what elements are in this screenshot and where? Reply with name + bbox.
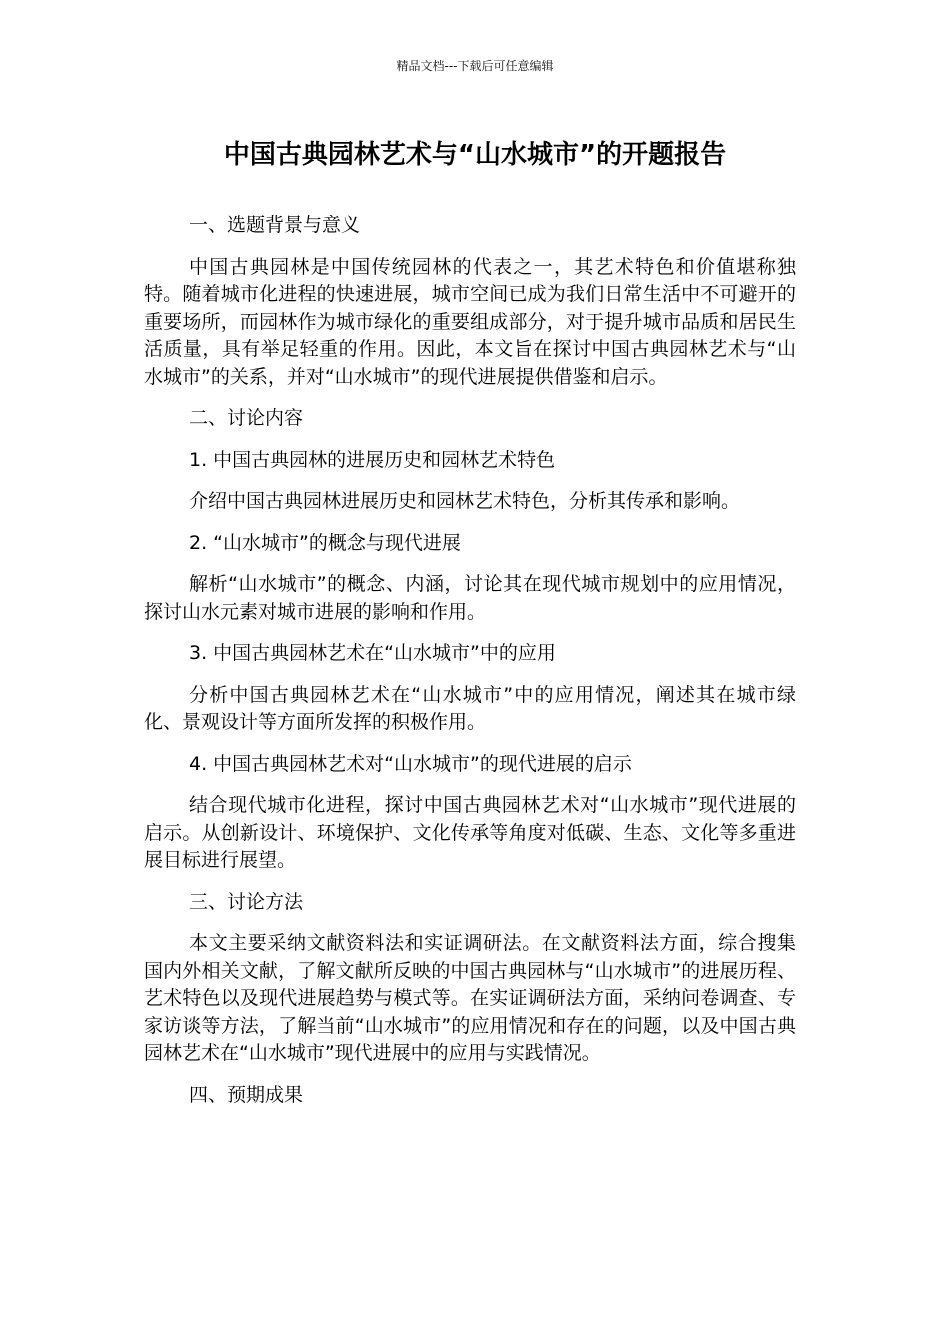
subsection-heading-concept: 2. “山水城市”的概念与现代进展 xyxy=(189,531,461,554)
subsection-paragraph-history: 介绍中国古典园林进展历史和园林艺术特色，分析其传承和影响。 xyxy=(189,490,741,512)
section-heading-results: 四、预期成果 xyxy=(189,1083,304,1106)
subsection-heading-application: 3. 中国古典园林艺术在“山水城市”中的应用 xyxy=(189,642,556,664)
section-heading-background: 一、选题背景与意义 xyxy=(189,214,361,236)
section-heading-content: 二、讨论内容 xyxy=(189,407,304,429)
subsection-heading-inspiration: 4. 中国古典园林艺术对“山水城市”的现代进展的启示 xyxy=(189,752,632,775)
subsection-heading-history: 1. 中国古典园林的进展历史和园林艺术特色 xyxy=(189,448,556,471)
section-heading-methods: 三、讨论方法 xyxy=(189,890,304,913)
section-paragraph-background: 中国古典园林是中国传统园林的代表之一，其艺术特色和价值堪称独特。随着城市化进程的快速进展，城市空间已成为我们日常生活中不可避开的重要场所，而园林作为城市绿化的重要组成部分，对于提升城市品质和居民生活质量，具有举足轻重的作用。因此，本文旨在探讨中国古典园林艺术与“山水城市”的关系，并对“山水城市”的现代进展提供借鉴和启示。 xyxy=(144,255,796,388)
header-note: 精品文档---下载后可任意编辑 xyxy=(396,59,554,73)
section-paragraph-methods: 本文主要采纳文献资料法和实证调研法。在文献资料法方面，综合搜集国内外相关文献，了解文献所反映的中国古典园林与“山水城市”的进展历程、艺术特色以及现代进展趋势与模式等。在实证调研法方面，采纳问卷调查、专家访谈等方法，了解当前“山水城市”的应用情况和存在的问题，以及中国古典园林艺术在“山水城市”现代进展中的应用与实践情况。 xyxy=(144,932,796,1064)
subsection-paragraph-application: 分析中国古典园林艺术在“山水城市”中的应用情况，阐述其在城市绿化、景观设计等方面所发挥的积极作用。 xyxy=(144,683,796,733)
document-title: 中国古典园林艺术与“山水城市”的开题报告 xyxy=(223,140,727,170)
subsection-paragraph-concept: 解析“山水城市”的概念、内涵，讨论其在现代城市规划中的应用情况，探讨山水元素对城市进展的影响和作用。 xyxy=(144,573,796,623)
subsection-paragraph-inspiration: 结合现代城市化进程，探讨中国古典园林艺术对“山水城市”现代进展的启示。从创新设计、环境保护、文化传承等角度对低碳、生态、文化等多重进展目标进行展望。 xyxy=(144,794,796,871)
document-body xyxy=(144,212,796,1123)
